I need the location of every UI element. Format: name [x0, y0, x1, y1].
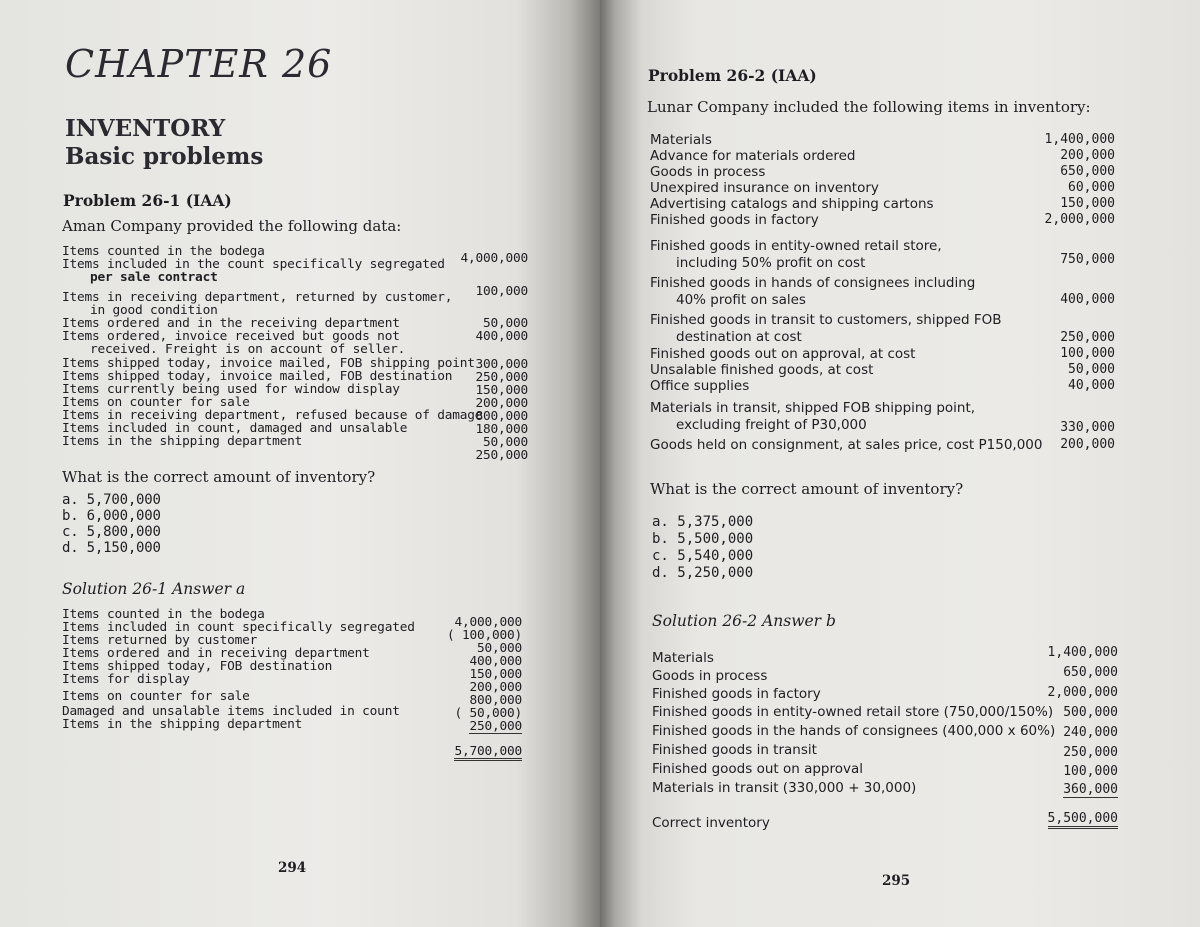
- choice-d: d. 5,150,000: [62, 540, 161, 556]
- item-value: 2,000,000: [1044, 212, 1115, 227]
- problem-intro: Lunar Company included the following items in inventory:: [647, 98, 1091, 116]
- problem-title: Problem 26-2 (IAA): [648, 66, 817, 85]
- solution-total: 5,700,000: [454, 744, 522, 759]
- choice-b: b. 6,000,000: [62, 508, 161, 524]
- item-label: Items in receiving department, returned by customer,: [62, 290, 453, 305]
- solution-label: Items shipped today, FOB destination: [62, 659, 333, 674]
- item-label: Advance for materials ordered: [650, 148, 856, 164]
- choice-a: a. 5,375,000: [652, 514, 754, 530]
- solution-value: 2,000,000: [1047, 685, 1118, 700]
- item-label: Finished goods in entity-owned retail store,: [650, 238, 942, 254]
- solution-label: Items on counter for sale: [62, 689, 250, 704]
- solution-value: 360,000: [1063, 782, 1118, 797]
- solution-total-label: Correct inventory: [652, 815, 770, 831]
- item-value: 1,400,000: [1044, 132, 1115, 147]
- item-value: 250,000: [475, 370, 528, 385]
- solution-label: Finished goods in the hands of consignees (400,000 x 60%): [652, 723, 1056, 739]
- question: What is the correct amount of inventory?: [650, 480, 964, 498]
- choice-c: c. 5,800,000: [62, 524, 161, 540]
- item-label: Advertising catalogs and shipping cartons: [650, 196, 934, 212]
- solution-label: Damaged and unsalable items included in count: [62, 704, 400, 719]
- solution-value: 4,000,000: [454, 615, 522, 630]
- item-label: Items on counter for sale: [62, 395, 250, 410]
- item-value: 150,000: [475, 383, 528, 398]
- item-value: 250,000: [475, 448, 528, 463]
- solution-label: Finished goods in entity-owned retail store (750,000/150%): [652, 704, 1054, 720]
- solution-value: 150,000: [469, 667, 522, 682]
- item-value: 40,000: [1068, 378, 1115, 393]
- solution-label: Items included in count specifically segregated: [62, 620, 415, 635]
- item-value: 650,000: [1060, 164, 1115, 179]
- item-label: Finished goods in transit to customers, shipped FOB: [650, 312, 1002, 328]
- solution-value: 250,000: [469, 719, 522, 734]
- item-label: Items counted in the bodega: [62, 244, 265, 259]
- choice-a: a. 5,700,000: [62, 492, 161, 508]
- solution-value: 250,000: [1063, 745, 1118, 760]
- chapter-title: CHAPTER 26: [65, 42, 333, 86]
- item-value: 100,000: [475, 284, 528, 299]
- item-label: Items included in count, damaged and unsalable: [62, 421, 408, 436]
- item-value: 750,000: [1060, 252, 1115, 267]
- page-number: 294: [278, 860, 307, 876]
- choice-b: b. 5,500,000: [652, 531, 754, 547]
- solution-title: Solution 26-2 Answer b: [652, 612, 836, 630]
- item-label: Items shipped today, invoice mailed, FOB destination: [62, 369, 453, 384]
- item-label: Items currently being used for window display: [62, 382, 400, 397]
- solution-value: ( 100,000): [446, 628, 522, 643]
- item-value: 60,000: [1068, 180, 1115, 195]
- item-label: Office supplies: [650, 378, 750, 394]
- item-label-cont: destination at cost: [676, 329, 802, 345]
- solution-value: 200,000: [469, 680, 522, 695]
- item-label-cont: including 50% profit on cost: [676, 255, 866, 271]
- item-label: Goods in process: [650, 164, 766, 180]
- item-label-cont: in good condition: [90, 303, 218, 318]
- section-subtitle: Basic problems: [65, 143, 264, 170]
- problem-intro: Aman Company provided the following data:: [62, 217, 402, 235]
- item-value: 200,000: [475, 396, 528, 411]
- solution-label: Items counted in the bodega: [62, 607, 265, 622]
- solution-label: Finished goods in factory: [652, 686, 821, 702]
- solution-label: Goods in process: [652, 668, 768, 684]
- item-value: 200,000: [1060, 437, 1115, 452]
- item-label: Materials: [650, 132, 712, 148]
- item-label: Items shipped today, invoice mailed, FOB shipping point: [62, 356, 475, 371]
- item-value: 150,000: [1060, 196, 1115, 211]
- item-value: 330,000: [1060, 420, 1115, 435]
- item-label: Materials in transit, shipped FOB shipping point,: [650, 400, 976, 416]
- page-number: 295: [882, 873, 911, 889]
- item-label: Items in the shipping department: [62, 434, 303, 449]
- choice-d: d. 5,250,000: [652, 565, 754, 581]
- solution-total: 5,500,000: [1048, 811, 1118, 829]
- item-value: 50,000: [482, 435, 528, 450]
- solution-label: Items for display: [62, 672, 190, 687]
- right-page: [600, 0, 1200, 927]
- section-title: INVENTORY: [65, 115, 226, 142]
- item-value: 200,000: [1060, 148, 1115, 163]
- solution-label: Items returned by customer: [62, 633, 258, 648]
- item-value: 250,000: [1060, 330, 1115, 345]
- item-label: Finished goods in factory: [650, 212, 819, 228]
- item-label: Items ordered and in the receiving department: [62, 316, 400, 331]
- solution-value: 50,000: [476, 641, 522, 656]
- solution-value: 100,000: [1063, 764, 1118, 779]
- item-label-cont: excluding freight of P30,000: [676, 417, 867, 433]
- item-value: 100,000: [1060, 346, 1115, 361]
- solution-label: Items ordered and in receiving department: [62, 646, 370, 661]
- solution-value: 800,000: [469, 693, 522, 708]
- item-value: 800,000: [475, 409, 528, 424]
- item-value: 180,000: [475, 422, 528, 437]
- solution-label: Materials: [652, 650, 714, 666]
- solution-value: 240,000: [1063, 725, 1118, 740]
- item-value: 4,000,000: [460, 251, 528, 266]
- solution-label: Finished goods in transit: [652, 742, 817, 758]
- item-value: 50,000: [482, 316, 528, 331]
- item-label: Unexpired insurance on inventory: [650, 180, 879, 196]
- solution-label: Finished goods out on approval: [652, 761, 864, 777]
- item-label-cont: per sale contract: [90, 270, 218, 285]
- solution-label: Items in the shipping department: [62, 717, 303, 732]
- item-value: 50,000: [1068, 362, 1115, 377]
- solution-value: 1,400,000: [1047, 645, 1118, 660]
- solution-value: 400,000: [469, 654, 522, 669]
- item-label: Items included in the count specifically segregated: [62, 257, 445, 272]
- item-label: Finished goods in hands of consignees including: [650, 275, 976, 291]
- item-label: Items ordered, invoice received but goods not: [62, 329, 400, 344]
- item-label-cont: received. Freight is on account of seller.: [90, 342, 406, 357]
- item-label: Goods held on consignment, at sales price, cost P150,000: [650, 437, 1043, 453]
- question: What is the correct amount of inventory?: [62, 468, 376, 486]
- item-label: Finished goods out on approval, at cost: [650, 346, 916, 362]
- item-label: Unsalable finished goods, at cost: [650, 362, 874, 378]
- item-value: 400,000: [1060, 292, 1115, 307]
- problem-title: Problem 26-1 (IAA): [63, 191, 232, 210]
- item-value: 400,000: [475, 329, 528, 344]
- solution-value: 500,000: [1063, 705, 1118, 720]
- solution-title: Solution 26-1 Answer a: [62, 580, 246, 598]
- choice-c: c. 5,540,000: [652, 548, 754, 564]
- item-label: Items in receiving department, refused because of damage: [62, 408, 483, 423]
- solution-label: Materials in transit (330,000 + 30,000): [652, 780, 917, 796]
- solution-value: 650,000: [1063, 665, 1118, 680]
- item-value: 300,000: [475, 357, 528, 372]
- solution-value: ( 50,000): [454, 706, 522, 721]
- item-label-cont: 40% profit on sales: [676, 292, 806, 308]
